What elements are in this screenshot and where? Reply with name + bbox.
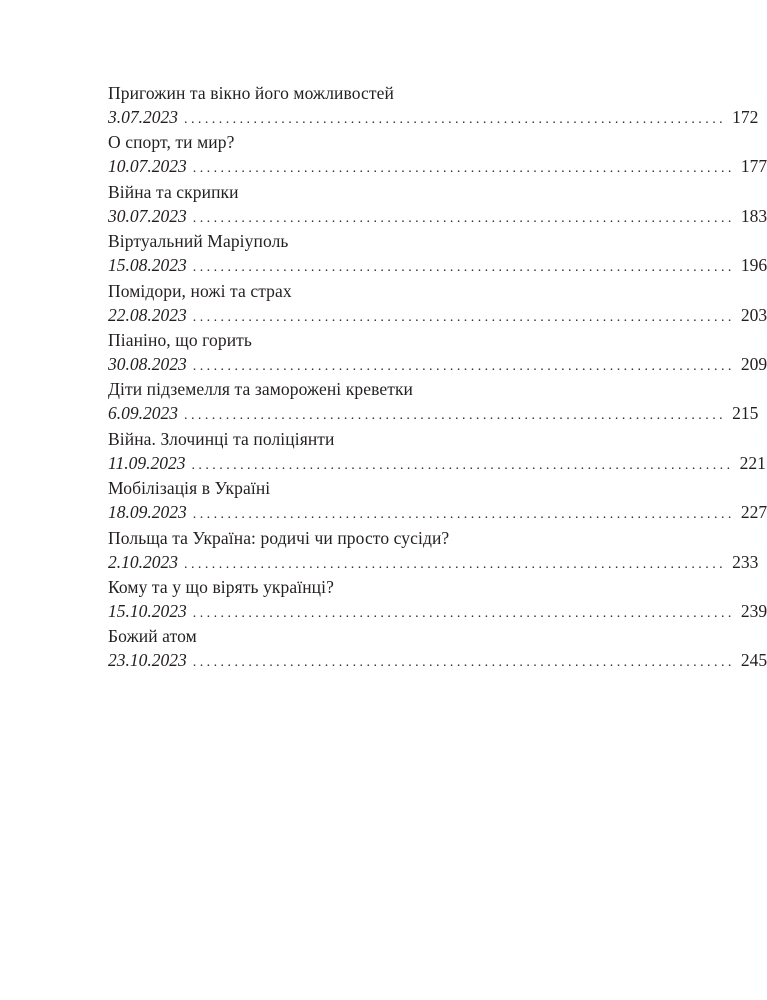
dot-leader: .............................................................................. bbox=[192, 358, 735, 374]
toc-entry-date: 11.09.2023 bbox=[108, 452, 186, 473]
toc-entry bbox=[108, 81, 759, 130]
toc-entry-meta bbox=[108, 500, 767, 524]
toc-entry-page-number: 239 bbox=[740, 600, 767, 621]
dot-leader: .............................................................................. bbox=[184, 112, 727, 127]
toc-entry-date: 3.07.2023 bbox=[108, 107, 178, 127]
dot-leader: .............................................................................. bbox=[191, 457, 734, 473]
toc-entry-date: 23.10.2023 bbox=[108, 650, 187, 671]
toc-entry-title: Діти підземелля та заморожені креветки bbox=[108, 379, 414, 400]
toc-entry-date: 22.08.2023 bbox=[108, 304, 187, 325]
dot-leader: .............................................................................. bbox=[192, 309, 735, 325]
toc-entry-meta bbox=[108, 648, 767, 672]
toc-entry-meta bbox=[108, 451, 766, 475]
toc-entry-title: Віртуальний Маріуполь bbox=[108, 231, 289, 252]
toc-entry-date: 2.10.2023 bbox=[108, 551, 178, 572]
toc-entry-title: Війна та скрипки bbox=[108, 181, 239, 202]
dot-leader: .............................................................................. bbox=[192, 605, 735, 621]
table-of-contents bbox=[108, 81, 767, 674]
toc-entry-date: 15.10.2023 bbox=[108, 600, 187, 621]
toc-entry-meta bbox=[108, 352, 767, 376]
toc-entry-page-number: 177 bbox=[740, 156, 767, 177]
toc-entry bbox=[108, 476, 767, 525]
toc-entry-page-number: 183 bbox=[740, 205, 767, 226]
dot-leader: .............................................................................. bbox=[192, 655, 735, 671]
toc-entry-page-number: 209 bbox=[740, 353, 767, 374]
dot-leader: .............................................................................. bbox=[192, 260, 735, 276]
dot-leader: .............................................................................. bbox=[184, 408, 727, 424]
toc-entry-date: 30.08.2023 bbox=[108, 353, 187, 374]
toc-entry-page-number: 245 bbox=[740, 650, 767, 671]
toc-entry-page-number: 227 bbox=[740, 502, 767, 523]
toc-entry bbox=[108, 526, 759, 575]
toc-entry-page-number: 233 bbox=[732, 551, 759, 572]
toc-entry-date: 6.09.2023 bbox=[108, 403, 178, 424]
dot-leader: .............................................................................. bbox=[192, 161, 735, 177]
toc-entry-meta bbox=[108, 105, 759, 129]
toc-entry bbox=[108, 624, 767, 673]
dot-leader: .............................................................................. bbox=[192, 507, 735, 523]
toc-entry-meta bbox=[108, 401, 759, 425]
toc-entry-page-number: 196 bbox=[740, 255, 767, 276]
toc-entry-date: 30.07.2023 bbox=[108, 205, 187, 226]
toc-entry-title: Польща та Україна: родичі чи просто сусіди? bbox=[108, 527, 450, 548]
toc-entry-page-number: 172 bbox=[732, 107, 759, 127]
toc-entry bbox=[108, 130, 767, 179]
toc-entry bbox=[108, 180, 767, 229]
toc-entry bbox=[108, 229, 767, 278]
dot-leader: .............................................................................. bbox=[184, 556, 727, 572]
toc-entry-title: Помідори, ножі та страх bbox=[108, 280, 292, 301]
toc-entry bbox=[108, 575, 767, 624]
toc-entry-meta bbox=[108, 303, 767, 327]
toc-entry-meta bbox=[108, 204, 767, 228]
toc-entry-page-number: 215 bbox=[732, 403, 759, 424]
toc-entry bbox=[108, 427, 766, 476]
toc-entry-title: Піаніно, що горить bbox=[108, 329, 252, 350]
toc-entry-page-number: 221 bbox=[739, 452, 766, 473]
toc-entry-title: Пригожин та вікно його можливостей bbox=[108, 83, 394, 103]
toc-entry-title: Мобілізація в Україні bbox=[108, 478, 271, 499]
toc-entry-title: О спорт, ти мир? bbox=[108, 132, 235, 153]
toc-entry-meta bbox=[108, 253, 767, 277]
toc-entry-date: 18.09.2023 bbox=[108, 502, 187, 523]
toc-entry-date: 10.07.2023 bbox=[108, 156, 187, 177]
toc-entry-meta bbox=[108, 550, 759, 574]
dot-leader: .............................................................................. bbox=[192, 210, 735, 226]
toc-entry-page-number: 203 bbox=[740, 304, 767, 325]
toc-entry-meta bbox=[108, 599, 767, 623]
toc-entry bbox=[108, 279, 767, 328]
toc-entry-title: Війна. Злочинці та поліціянти bbox=[108, 428, 335, 449]
toc-entry-title: Божий атом bbox=[108, 626, 197, 647]
toc-entry bbox=[108, 377, 759, 426]
toc-entry bbox=[108, 328, 767, 377]
toc-entry-title: Кому та у що вірять українці? bbox=[108, 576, 334, 597]
toc-entry-meta bbox=[108, 154, 767, 178]
toc-entry-date: 15.08.2023 bbox=[108, 255, 187, 276]
